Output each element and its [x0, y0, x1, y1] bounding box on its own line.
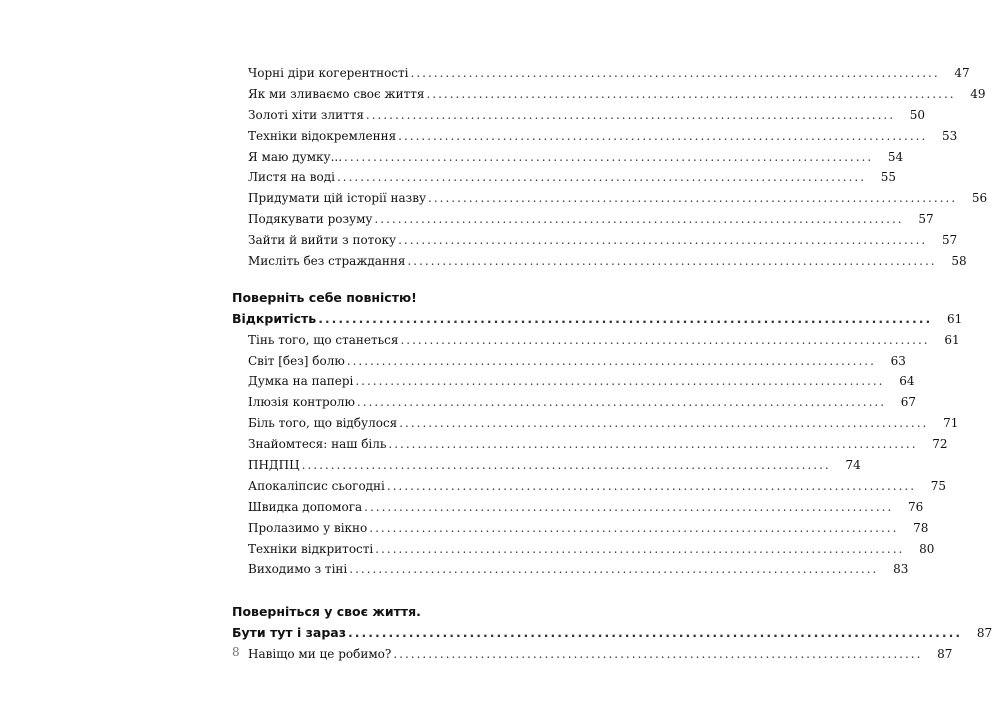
- entry-page-number: 56: [971, 191, 988, 206]
- entry-page-number: 74: [845, 458, 861, 473]
- entry-title: Подякувати розуму: [248, 212, 373, 227]
- toc-group-2: [232, 330, 960, 581]
- entry-page-number: 87: [937, 647, 953, 662]
- dot-leader: ...........................................................................................: [398, 233, 928, 248]
- entry-title: Придумати цій історії назву: [248, 191, 427, 206]
- entry-title: Навіщо ми це робимо?: [248, 647, 392, 662]
- dot-leader: ...........................................................................................: [386, 478, 917, 493]
- dot-leader: ...........................................................................................: [410, 66, 940, 80]
- entry-title: Ілюзія контролю: [248, 395, 355, 410]
- dot-leader: ...........................................................................................: [393, 647, 923, 662]
- dot-leader: ...........................................................................................: [364, 499, 894, 514]
- toc-entry: [232, 392, 917, 413]
- entry-page-number: 54: [887, 149, 904, 164]
- dot-leader: ...........................................................................................: [426, 86, 956, 101]
- entry-title: Швидка допомога: [248, 499, 363, 514]
- entry-page-number: 67: [900, 395, 917, 410]
- entry-page-number: 72: [932, 437, 948, 452]
- dot-leader: ...........................................................................................: [344, 149, 874, 164]
- dot-leader: ...........................................................................................: [346, 353, 876, 368]
- toc-entry: [232, 644, 953, 665]
- toc-entry: [232, 476, 947, 497]
- dot-leader: ...........................................................................................: [374, 212, 904, 227]
- page-number: 8: [232, 645, 240, 659]
- entry-title: Зайти й вийти з потоку: [248, 233, 397, 248]
- entry-title: Бути тут і зараз: [232, 625, 347, 641]
- entry-title: Думка на папері: [248, 374, 354, 389]
- entry-title: Виходимо з тіні: [248, 562, 348, 577]
- toc-entry: [232, 455, 861, 476]
- entry-page-number: 76: [907, 499, 924, 514]
- dot-leader: ...........................................................................................: [375, 541, 905, 556]
- entry-page-number: 71: [943, 416, 959, 431]
- toc-entry: [232, 413, 959, 434]
- dot-leader: ...........................................................................................: [398, 128, 928, 143]
- toc-entry: [232, 147, 904, 168]
- toc-entry: [232, 84, 986, 105]
- toc-entry: [232, 434, 948, 455]
- dot-leader: ...........................................................................................: [369, 520, 899, 535]
- toc-entry: [232, 126, 958, 147]
- toc-entry: [232, 167, 897, 188]
- dot-leader: ...........................................................................................: [365, 107, 896, 122]
- entry-title: Світ [без] болю: [248, 353, 345, 368]
- entry-title: Як ми зливаємо своє життя: [248, 86, 425, 101]
- section-heading-2: Поверніть себе повністю!: [232, 289, 417, 305]
- entry-title: Відкритість: [232, 310, 317, 326]
- entry-page-number: 87: [976, 626, 992, 641]
- entry-page-number: 58: [951, 254, 967, 269]
- entry-title: Мисліть без страждання: [248, 254, 406, 269]
- dot-leader: ...........................................................................................: [399, 416, 929, 431]
- dot-leader: ...........................................................................................: [301, 458, 831, 473]
- entry-page-number: 49: [970, 86, 986, 101]
- dot-leader: ...........................................................................................: [356, 395, 887, 410]
- dot-leader: ...........................................................................................: [336, 170, 867, 185]
- toc-entry: [232, 539, 935, 560]
- toc-entry: [232, 63, 970, 84]
- entry-title: ПНДПЦ: [248, 458, 300, 473]
- toc-entry: [232, 188, 988, 209]
- entry-page-number: 61: [947, 311, 963, 326]
- dot-leader: ...........................................................................................: [407, 254, 937, 269]
- toc-entry: [232, 330, 960, 351]
- entry-title: Листя на воді: [248, 170, 335, 185]
- toc-entry: [232, 497, 924, 518]
- dot-leader: ...........................................................................................: [355, 374, 885, 389]
- entry-title: Пролазимо у вікно: [248, 520, 368, 535]
- toc-entry: [232, 209, 934, 230]
- toc-entry: [232, 251, 967, 272]
- entry-page-number: 61: [944, 332, 960, 347]
- entry-page-number: 64: [899, 374, 915, 389]
- toc-entry: [232, 351, 906, 372]
- dot-leader: ...........................................................................................: [349, 562, 879, 577]
- toc-entry: [232, 518, 929, 539]
- entry-page-number: 75: [930, 478, 947, 493]
- toc-entry: [232, 559, 909, 580]
- dot-leader: ...........................................................................................: [428, 191, 958, 206]
- toc-entry: [232, 371, 915, 392]
- toc-entry: [232, 309, 963, 330]
- entry-title: Техніки відокремлення: [248, 128, 397, 143]
- section-heading-3: Поверніться у своє життя.: [232, 604, 421, 620]
- chapter-entry-2: [232, 309, 963, 330]
- entry-page-number: 53: [941, 128, 958, 143]
- entry-page-number: 57: [941, 233, 958, 248]
- entry-title: Чорні діри когерентності: [248, 66, 409, 80]
- toc-group-1: [232, 63, 988, 272]
- entry-title: Я маю думку...: [248, 149, 343, 164]
- entry-title: Золоті хіти злиття: [248, 107, 364, 122]
- dot-leader: ...........................................................................................: [348, 625, 963, 641]
- entry-page-number: 50: [909, 107, 926, 122]
- toc-entry: [232, 623, 992, 644]
- entry-title: Біль того, що відбулося: [248, 416, 398, 431]
- dot-leader: ...........................................................................................: [400, 332, 930, 347]
- entry-page-number: 63: [890, 353, 906, 368]
- entry-title: Техніки відкритості: [248, 541, 374, 556]
- entry-title: Тінь того, що станеться: [248, 332, 399, 347]
- entry-page-number: 83: [893, 562, 909, 577]
- toc-entry: [232, 230, 958, 251]
- chapter-entry-3: [232, 623, 992, 644]
- toc-group-3: [232, 644, 953, 665]
- dot-leader: ...........................................................................................: [318, 310, 933, 326]
- entry-title: Знайомтеся: наш біль: [248, 437, 387, 452]
- entry-page-number: 47: [954, 66, 970, 80]
- table-of-contents: [232, 63, 992, 665]
- dot-leader: ...........................................................................................: [388, 437, 918, 452]
- entry-page-number: 57: [918, 212, 934, 227]
- entry-page-number: 78: [913, 520, 929, 535]
- toc-entry: [232, 105, 926, 126]
- entry-page-number: 80: [919, 541, 935, 556]
- entry-title: Апокаліпсис сьогодні: [248, 478, 385, 493]
- entry-page-number: 55: [880, 170, 897, 185]
